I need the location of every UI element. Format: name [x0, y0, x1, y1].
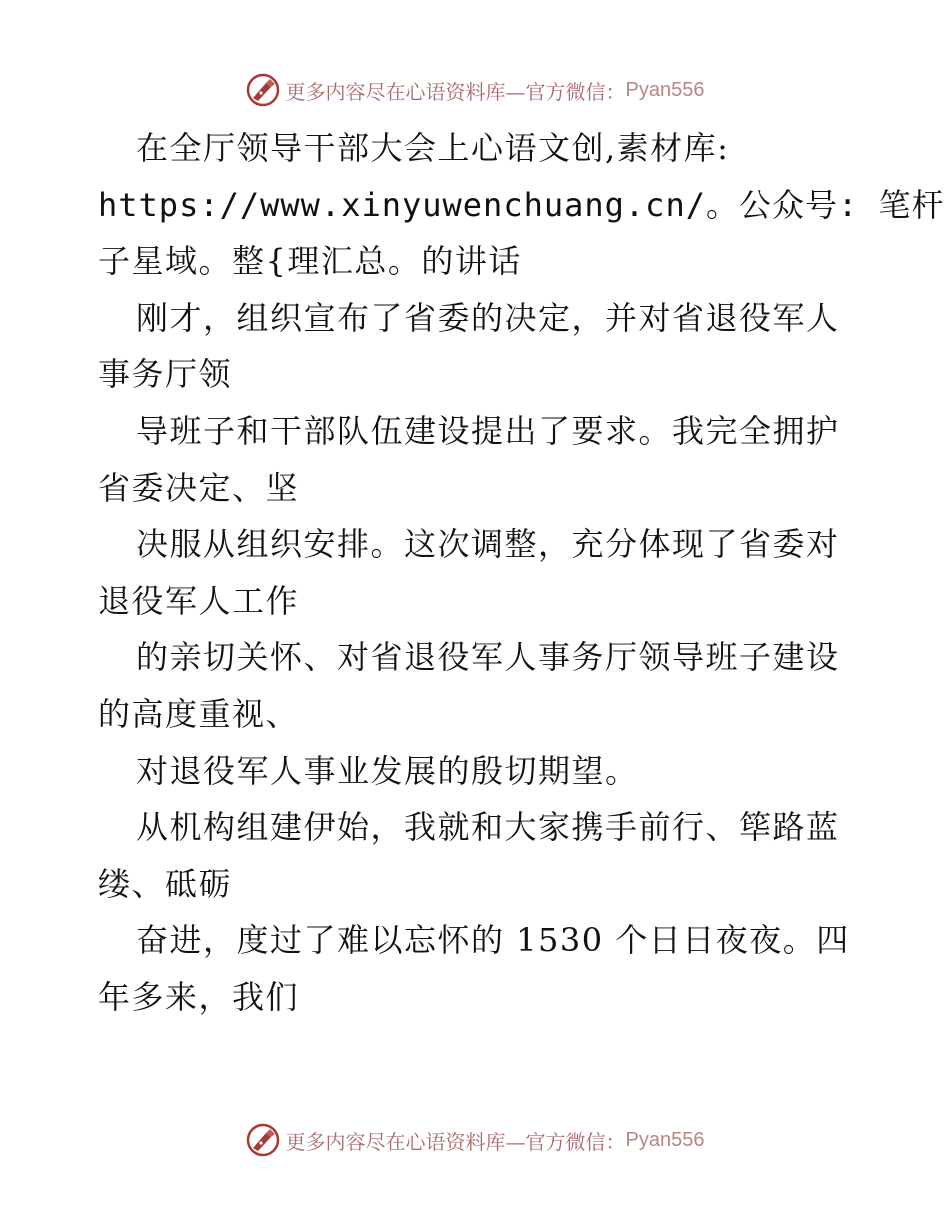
text-line: 决服从组织安排。这次调整，充分体现了省委对 — [136, 525, 840, 564]
text-line: 从机构组建伊始，我就和大家携手前行、筚路蓝 — [136, 808, 840, 847]
text-line: 年多来，我们 — [98, 977, 300, 1016]
wechat-id: Pyan556 — [625, 1128, 705, 1151]
pen-nib-logo-icon — [246, 73, 280, 107]
text-line: https://www.xinyuwenchuang.cn/。公众号: 笔杆 — [98, 185, 945, 224]
header-banner — [0, 70, 950, 110]
wechat-id: Pyan556 — [625, 78, 705, 101]
text-line: 事务厅领 — [98, 355, 233, 394]
text-line: 在全厅领导干部大会上心语文创,素材库: — [136, 129, 730, 167]
text-line: 导班子和干部队伍建设提出了要求。我完全拥护 — [136, 411, 840, 450]
text-line: 刚才，组织宣布了省委的决定，并对省退役军人 — [136, 298, 840, 337]
text-line: 的亲切关怀、对省退役军人事务厅领导班子建设 — [136, 638, 840, 677]
document-body — [98, 120, 945, 1026]
text-line: 缕、砥砺 — [98, 864, 233, 903]
pen-nib-logo-icon — [246, 1123, 280, 1157]
text-line: 奋进，度过了难以忘怀的 1530 个日日夜夜。四 — [136, 921, 850, 960]
banner-text: 更多内容尽在心语资料库—官方微信： — [285, 1129, 626, 1154]
text-line: 的高度重视、 — [98, 694, 300, 733]
text-line: 子星域。整{理汇总。的讲话 — [98, 242, 522, 281]
banner-text: 更多内容尽在心语资料库—官方微信： — [285, 79, 626, 104]
text-line: 省委决定、坚 — [98, 468, 300, 507]
footer-banner — [0, 1120, 950, 1160]
text-line: 退役军人工作 — [98, 581, 300, 620]
text-line: 对退役军人事业发展的殷切期望。 — [136, 751, 639, 790]
